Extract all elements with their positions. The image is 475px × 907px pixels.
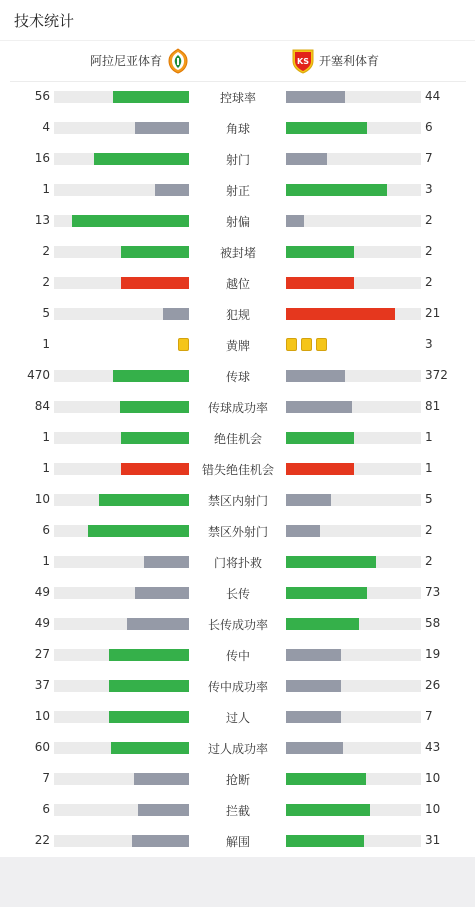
away-bar-fill	[286, 711, 341, 723]
home-bar-track	[54, 308, 189, 320]
away-value: 73	[425, 585, 441, 599]
home-bar-track	[54, 835, 189, 847]
away-value: 19	[425, 647, 441, 661]
home-bar-track	[54, 618, 189, 630]
away-bar-fill	[286, 804, 370, 816]
away-bar-track	[286, 277, 421, 289]
away-bar-fill	[286, 587, 367, 599]
stat-label: 越位	[225, 277, 250, 291]
away-value: 1	[425, 461, 433, 475]
away-bar-fill	[286, 246, 354, 258]
stat-label: 控球率	[219, 91, 256, 105]
away-bar-track	[286, 401, 421, 413]
stat-label: 拦截	[225, 804, 250, 818]
home-bar-track	[54, 122, 189, 134]
away-bar-fill	[286, 401, 352, 413]
home-bar-track	[54, 494, 189, 506]
away-bar-fill	[286, 153, 327, 165]
away-team-name[interactable]: 开塞利体育	[319, 54, 380, 68]
home-bar-track	[54, 91, 189, 103]
divider	[10, 81, 466, 82]
home-bar-fill	[111, 742, 189, 754]
away-bar-fill	[286, 556, 376, 568]
home-bar-fill	[127, 618, 189, 630]
away-bar-track	[286, 308, 421, 320]
away-bar-fill	[286, 308, 395, 320]
away-bar-fill	[286, 618, 359, 630]
home-bar-track	[54, 680, 189, 692]
home-value: 60	[34, 740, 50, 754]
stat-row	[0, 428, 475, 448]
home-value: 10	[34, 492, 50, 506]
home-bar-track	[54, 432, 189, 444]
home-bar-fill	[109, 680, 189, 692]
away-bar-fill	[286, 370, 345, 382]
away-bar-track	[286, 711, 421, 723]
home-bar-track	[54, 246, 189, 258]
divider	[0, 40, 475, 41]
away-team-crest-icon[interactable]	[291, 48, 315, 74]
stat-row	[0, 118, 475, 138]
home-bar-fill	[121, 432, 189, 444]
home-bar-fill	[121, 277, 189, 289]
away-value: 7	[425, 709, 433, 723]
away-value: 5	[425, 492, 433, 506]
stat-label: 绝佳机会	[213, 432, 262, 446]
away-bar-track	[286, 556, 421, 568]
stat-label: 过人成功率	[207, 742, 268, 756]
home-bar-track	[54, 804, 189, 816]
away-bar-track	[286, 432, 421, 444]
home-team-name[interactable]: 阿拉尼亚体育	[89, 54, 162, 68]
away-value: 58	[425, 616, 441, 630]
stat-row	[0, 521, 475, 541]
away-bar-track	[286, 680, 421, 692]
home-bar-track	[54, 401, 189, 413]
home-bar-fill	[88, 525, 189, 537]
stat-label: 传中成功率	[207, 680, 268, 694]
away-bar-fill	[286, 184, 387, 196]
away-value: 3	[425, 182, 433, 196]
away-bar-track	[286, 370, 421, 382]
away-bar-fill	[286, 277, 354, 289]
home-value: 49	[34, 616, 50, 630]
home-value: 1	[42, 337, 50, 351]
stat-row	[0, 645, 475, 665]
away-bar-track	[286, 463, 421, 475]
stat-label: 射正	[225, 184, 250, 198]
home-bar-fill	[99, 494, 189, 506]
stat-row	[0, 800, 475, 820]
away-bar-track	[286, 215, 421, 227]
home-bar-track	[54, 277, 189, 289]
home-yellow-cards	[174, 338, 189, 352]
away-bar-track	[286, 587, 421, 599]
home-value: 6	[42, 802, 50, 816]
away-bar-track	[286, 835, 421, 847]
away-value: 1	[425, 430, 433, 444]
away-bar-track	[286, 184, 421, 196]
home-value: 56	[34, 89, 50, 103]
stat-row	[0, 397, 475, 417]
away-value: 372	[425, 368, 448, 382]
home-bar-track	[54, 742, 189, 754]
stat-label: 长传成功率	[207, 618, 268, 632]
away-bar-fill	[286, 91, 345, 103]
away-value: 6	[425, 120, 433, 134]
away-value: 2	[425, 523, 433, 537]
away-bar-fill	[286, 773, 366, 785]
home-bar-track	[54, 184, 189, 196]
home-value: 7	[42, 771, 50, 785]
yellow-card-icon	[286, 338, 297, 351]
stat-label: 长传	[225, 587, 250, 601]
away-bar-fill	[286, 463, 354, 475]
home-bar-fill	[135, 587, 189, 599]
home-value: 2	[42, 275, 50, 289]
home-bar-fill	[155, 184, 189, 196]
home-bar-fill	[113, 370, 189, 382]
stat-label: 禁区内射门	[207, 494, 268, 508]
home-bar-track	[54, 556, 189, 568]
away-value: 3	[425, 337, 433, 351]
away-bar-fill	[286, 835, 364, 847]
home-value: 22	[34, 833, 50, 847]
stat-row	[0, 676, 475, 696]
home-bar-fill	[132, 835, 189, 847]
away-bar-track	[286, 742, 421, 754]
away-bar-track	[286, 773, 421, 785]
stat-row	[0, 583, 475, 603]
stat-row	[0, 707, 475, 727]
stat-label: 过人	[225, 711, 250, 725]
yellow-card-icon	[316, 338, 327, 351]
stat-row	[0, 211, 475, 231]
home-bar-track	[54, 587, 189, 599]
home-value: 37	[34, 678, 50, 692]
away-bar-track	[286, 91, 421, 103]
away-value: 10	[425, 802, 441, 816]
stat-label: 角球	[225, 122, 250, 136]
away-value: 21	[425, 306, 441, 320]
yellow-card-icon	[178, 338, 189, 351]
away-bar-fill	[286, 742, 343, 754]
stat-row	[0, 769, 475, 789]
stat-row	[0, 831, 475, 851]
home-value: 470	[27, 368, 50, 382]
stat-row	[0, 87, 475, 107]
home-bar-track	[54, 773, 189, 785]
home-bar-track	[54, 711, 189, 723]
home-value: 27	[34, 647, 50, 661]
away-value: 10	[425, 771, 441, 785]
away-value: 81	[425, 399, 441, 413]
away-value: 2	[425, 554, 433, 568]
away-bar-fill	[286, 494, 331, 506]
stat-row	[0, 242, 475, 262]
home-bar-fill	[121, 246, 189, 258]
stat-label: 黄牌	[225, 339, 250, 353]
stat-label: 传球成功率	[207, 401, 268, 415]
home-bar-track	[54, 649, 189, 661]
stat-row	[0, 149, 475, 169]
home-bar-fill	[163, 308, 189, 320]
home-bar-fill	[135, 122, 189, 134]
home-value: 1	[42, 430, 50, 444]
stat-row	[0, 180, 475, 200]
away-bar-fill	[286, 649, 341, 661]
stat-row	[0, 614, 475, 634]
away-value: 2	[425, 213, 433, 227]
home-value: 1	[42, 554, 50, 568]
home-team-crest-icon[interactable]	[166, 48, 190, 74]
yellow-card-icon	[301, 338, 312, 351]
home-value: 49	[34, 585, 50, 599]
home-bar-track	[54, 153, 189, 165]
away-value: 2	[425, 244, 433, 258]
home-bar-fill	[72, 215, 189, 227]
away-bar-track	[286, 618, 421, 630]
home-bar-fill	[109, 711, 189, 723]
home-bar-track	[54, 215, 189, 227]
stat-label: 被封堵	[219, 246, 256, 260]
stat-label: 传球	[225, 370, 250, 384]
home-value: 4	[42, 120, 50, 134]
stat-label: 传中	[225, 649, 250, 663]
stat-label: 门将扑救	[213, 556, 262, 570]
away-bar-fill	[286, 122, 367, 134]
away-bar-track	[286, 804, 421, 816]
teams-header	[0, 46, 475, 76]
away-value: 26	[425, 678, 441, 692]
home-bar-fill	[144, 556, 189, 568]
stat-row	[0, 335, 475, 355]
home-value: 10	[34, 709, 50, 723]
home-bar-fill	[134, 773, 189, 785]
away-value: 7	[425, 151, 433, 165]
stat-row	[0, 366, 475, 386]
home-bar-track	[54, 463, 189, 475]
away-value: 2	[425, 275, 433, 289]
stat-label: 解围	[225, 835, 250, 849]
home-bar-track	[54, 525, 189, 537]
home-value: 1	[42, 182, 50, 196]
home-value: 6	[42, 523, 50, 537]
away-bar-track	[286, 153, 421, 165]
home-value: 13	[34, 213, 50, 227]
away-yellow-cards	[286, 338, 331, 352]
stat-label: 禁区外射门	[207, 525, 268, 539]
away-bar-track	[286, 649, 421, 661]
away-value: 31	[425, 833, 441, 847]
home-bar-fill	[121, 463, 189, 475]
home-bar-fill	[94, 153, 189, 165]
section-title: 技术统计	[14, 12, 75, 30]
away-value: 43	[425, 740, 441, 754]
home-value: 84	[34, 399, 50, 413]
stat-row	[0, 459, 475, 479]
stat-label: 射门	[225, 153, 250, 167]
stat-row	[0, 273, 475, 293]
home-bar-track	[54, 370, 189, 382]
away-bar-fill	[286, 215, 304, 227]
stat-row	[0, 304, 475, 324]
home-bar-fill	[109, 649, 189, 661]
away-bar-track	[286, 122, 421, 134]
home-value: 5	[42, 306, 50, 320]
stat-label: 错失绝佳机会	[201, 463, 274, 477]
away-value: 44	[425, 89, 441, 103]
home-bar-fill	[138, 804, 189, 816]
home-value: 1	[42, 461, 50, 475]
away-bar-track	[286, 246, 421, 258]
away-bar-track	[286, 494, 421, 506]
home-value: 16	[34, 151, 50, 165]
away-bar-fill	[286, 525, 320, 537]
stat-label: 抢断	[225, 773, 250, 787]
home-value: 2	[42, 244, 50, 258]
home-bar-fill	[113, 91, 189, 103]
stat-row	[0, 738, 475, 758]
away-bar-track	[286, 525, 421, 537]
away-bar-fill	[286, 680, 341, 692]
stat-row	[0, 552, 475, 572]
stat-row	[0, 490, 475, 510]
stat-label: 射偏	[225, 215, 250, 229]
away-bar-fill	[286, 432, 354, 444]
home-bar-fill	[120, 401, 189, 413]
svg-text:KS: KS	[297, 57, 309, 66]
stat-label: 犯规	[225, 308, 250, 322]
